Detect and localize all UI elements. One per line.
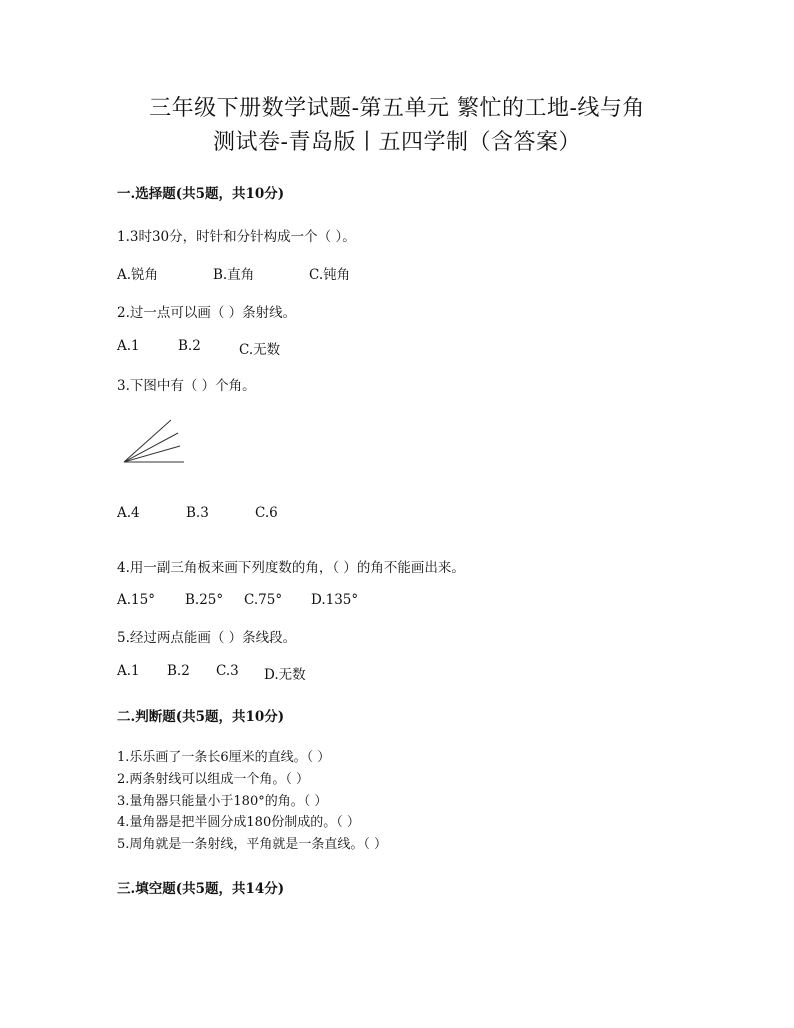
option-c: C.3 (216, 663, 239, 679)
option-a: A.15° (117, 592, 155, 608)
option-c: C.无数 (239, 342, 281, 358)
question-1: 1.3时30分，时针和分针构成一个（ ）。 (117, 229, 356, 245)
judge-item-1: 1.乐乐画了一条长6厘米的直线。（ ） (117, 750, 331, 765)
question-3: 3.下图中有（ ）个角。 (117, 378, 256, 394)
option-a: A.锐角 (117, 267, 159, 283)
question-2: 2.过一点可以画（ ）条射线。 (117, 305, 297, 321)
judge-item-5: 5.周角就是一条射线，平角就是一条直线。（ ） (117, 837, 388, 852)
option-b: B.25° (185, 592, 224, 608)
judge-item-2: 2.两条射线可以组成一个角。（ ） (117, 772, 310, 787)
page-title-line-2: 测试卷-青岛版丨五四学制（含答案） (213, 130, 581, 155)
section-heading-fill: 三.填空题(共5题，共14分) (117, 881, 285, 897)
judge-item-4: 4.量角器是把半圆分成180份制成的。（ ） (117, 815, 360, 830)
option-b: B.3 (186, 505, 209, 521)
judge-item-3: 3.量角器只能量小于180°的角。（ ） (117, 794, 328, 809)
option-b: B.2 (178, 338, 201, 354)
option-a: A.1 (117, 338, 140, 354)
option-b: B.直角 (213, 267, 255, 283)
option-a: A.1 (117, 663, 140, 679)
option-d: D.无数 (264, 667, 306, 683)
option-c: C.75° (244, 592, 283, 608)
section-heading-choice: 一.选择题(共5题，共10分) (117, 186, 285, 202)
option-c: C.钝角 (309, 267, 351, 283)
question-5: 5.经过两点能画（ ）条线段。 (117, 630, 297, 646)
option-d: D.135° (311, 592, 359, 608)
section-heading-judge: 二.判断题(共5题，共10分) (117, 709, 285, 725)
page-title-line-1: 三年级下册数学试题-第五单元 繁忙的工地-线与角 (149, 96, 645, 121)
question-4: 4.用一副三角板来画下列度数的角，（ ）的角不能画出来。 (117, 560, 465, 576)
option-b: B.2 (167, 663, 190, 679)
angle-figure (118, 410, 188, 466)
option-a: A.4 (117, 505, 140, 521)
option-c: C.6 (255, 505, 278, 521)
